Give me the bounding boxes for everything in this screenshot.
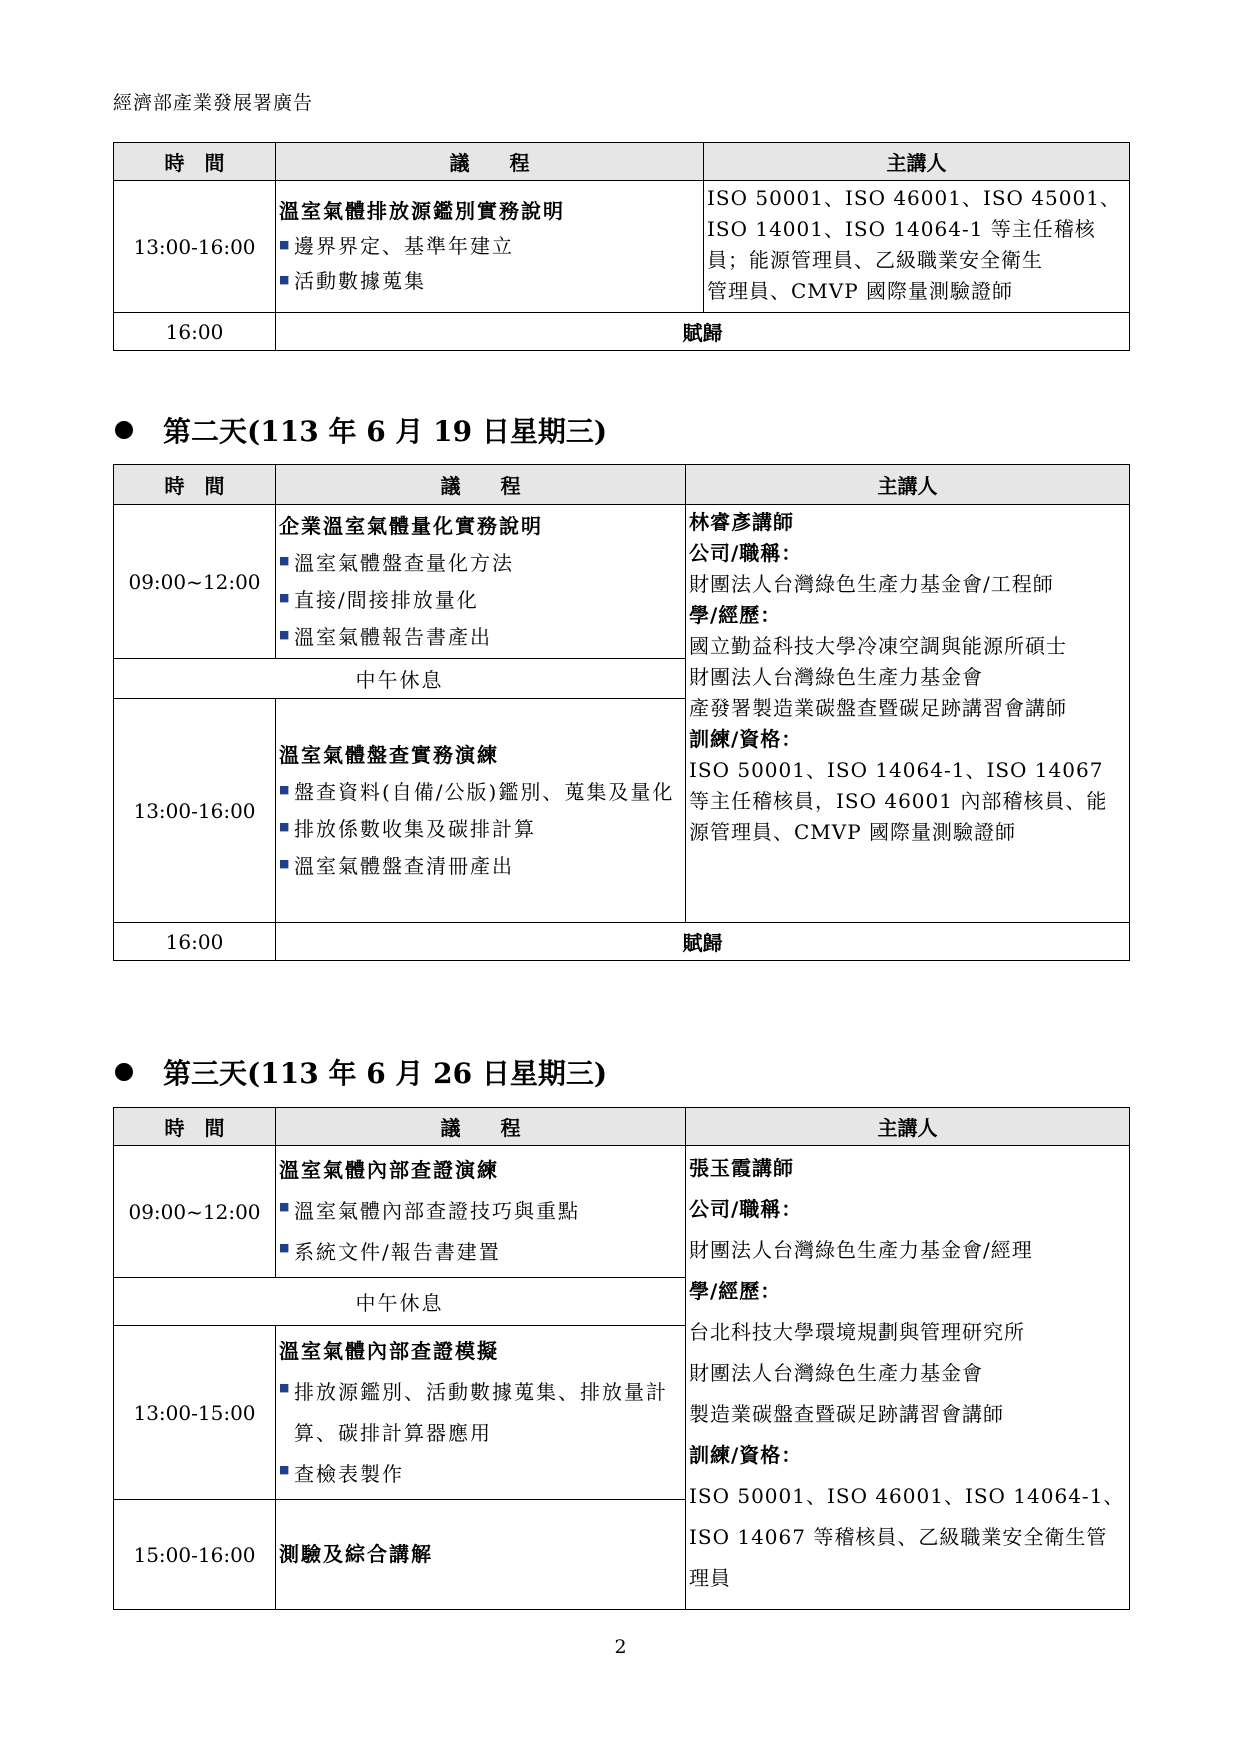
day3-heading: 第三天(113 年 6 月 26 日星期三) xyxy=(115,1052,607,1092)
session-time: 13:00-16:00 xyxy=(114,181,276,313)
agenda-item: ■ 盤查資料(自備/公版)鑑別、蒐集及量化 xyxy=(279,774,685,811)
column-header-agenda: 議 程 xyxy=(276,465,686,505)
speaker-name: 張玉霞講師 xyxy=(689,1156,794,1180)
column-header-agenda: 議 程 xyxy=(276,143,704,181)
table-header-row xyxy=(114,143,1130,181)
schedule-table-day1-continued xyxy=(113,142,1130,351)
column-header-agenda: 議 程 xyxy=(276,1108,686,1146)
agenda-item: ■ 直接/間接排放量化 xyxy=(279,582,685,619)
bullet-icon: ■ xyxy=(279,1462,292,1476)
bullet-icon: ■ xyxy=(279,273,292,286)
agenda-item: ■ 溫室氣體盤查量化方法 xyxy=(279,545,685,582)
bullet-icon: ■ xyxy=(279,1241,292,1254)
column-header-speaker: 主講人 xyxy=(686,1108,1130,1146)
table-header-row xyxy=(114,1108,1130,1146)
table-row xyxy=(114,1146,1130,1278)
session-agenda xyxy=(276,1146,686,1278)
session-title: 企業溫室氣體量化實務說明 xyxy=(279,513,543,538)
session-agenda xyxy=(276,1500,686,1610)
session-time: 09:00~12:00 xyxy=(114,1146,276,1278)
table-row-end xyxy=(114,923,1130,961)
session-agenda xyxy=(276,1326,686,1500)
agenda-item: ■ 查檢表製作 xyxy=(279,1454,685,1495)
column-header-time: 時 間 xyxy=(114,1108,276,1146)
bullet-icon: ■ xyxy=(279,1380,292,1394)
speaker-qualifications: ISO 50001、ISO 46001、ISO 45001、 ISO 14001、ISO 14064-1 等主任稽核 員；能源管理員、乙級職業安全衛生 管理員、CMVP 國際量測驗證師 xyxy=(704,181,1130,313)
table-row-end xyxy=(114,313,1130,351)
session-agenda xyxy=(276,181,704,313)
end-time: 16:00 xyxy=(114,313,276,351)
column-header-speaker: 主講人 xyxy=(686,465,1130,505)
speaker-profile: 張玉霞講師 公司/職稱： 財團法人台灣綠色生產力基金會/經理 學/經歷： 台北科技大學環境規劃與管理研究所 財團法人台灣綠色生產力基金會 製造業碳盤查暨碳足跡講習會講師 訓練/資格： ISO 50001、ISO 46001、ISO 14064-1、ISO 14067 等稽核員、乙級職業安全衛生管理員 xyxy=(686,1146,1130,1610)
agenda-item: ■ 排放係數收集及碳排計算 xyxy=(279,811,685,848)
day2-heading: 第二天(113 年 6 月 19 日星期三) xyxy=(115,410,607,450)
session-agenda xyxy=(276,699,686,923)
bullet-dot-icon xyxy=(115,421,133,439)
bullet-icon: ■ xyxy=(279,553,292,567)
bullet-icon: ■ xyxy=(279,1200,292,1213)
session-time: 13:00-15:00 xyxy=(114,1326,276,1500)
agenda-item: ■ 溫室氣體內部查證技巧與重點 xyxy=(279,1191,685,1232)
session-agenda xyxy=(276,505,686,659)
bullet-icon: ■ xyxy=(279,627,292,641)
session-title: 測驗及綜合講解 xyxy=(279,1542,433,1566)
schedule-table-day3 xyxy=(113,1107,1130,1610)
page-header: 經濟部產業發展署廣告 xyxy=(113,92,314,114)
column-header-time: 時 間 xyxy=(114,465,276,505)
end-label: 賦歸 xyxy=(276,923,1130,961)
speaker-profile: 林睿彥講師 公司/職稱： 財團法人台灣綠色生產力基金會/工程師 學/經歷： 國立勤益科技大學冷凍空調與能源所碩士 財團法人台灣綠色生產力基金會 產發署製造業碳盤查暨碳足跡講習會講師 訓練/資格： ISO 50001、ISO 14064-1、ISO 14067 等主任稽核員，ISO 46001 內部稽核員、能源管理員、CMVP 國際量測驗證師 xyxy=(686,505,1130,923)
bullet-icon: ■ xyxy=(279,238,292,251)
bullet-icon: ■ xyxy=(279,856,292,870)
session-title: 溫室氣體盤查實務演練 xyxy=(279,742,499,767)
lunch-break: 中午休息 xyxy=(114,659,686,699)
session-time: 13:00-16:00 xyxy=(114,699,276,923)
agenda-item: ■ 系統文件/報告書建置 xyxy=(279,1232,685,1273)
end-time: 16:00 xyxy=(114,923,276,961)
bullet-icon: ■ xyxy=(279,819,292,833)
bullet-icon: ■ xyxy=(279,782,292,796)
end-label: 賦歸 xyxy=(276,313,1130,351)
column-header-speaker: 主講人 xyxy=(704,143,1130,181)
lunch-break: 中午休息 xyxy=(114,1278,686,1326)
agenda-item: ■ 排放源鑑別、活動數據蒐集、排放量計算、碳排計算器應用 xyxy=(279,1372,685,1454)
session-title: 溫室氣體排放源鑑別實務說明 xyxy=(279,199,565,223)
session-title: 溫室氣體內部查證演練 xyxy=(279,1158,499,1182)
bullet-dot-icon xyxy=(115,1063,133,1081)
agenda-item: ■ 溫室氣體報告書產出 xyxy=(279,619,685,656)
session-title: 溫室氣體內部查證模擬 xyxy=(279,1338,499,1363)
page-number: 2 xyxy=(614,1636,627,1658)
session-time: 15:00-16:00 xyxy=(114,1500,276,1610)
table-row xyxy=(114,181,1130,313)
bullet-icon: ■ xyxy=(279,590,292,604)
column-header-time: 時 間 xyxy=(114,143,276,181)
speaker-name: 林睿彥講師 xyxy=(689,510,794,534)
agenda-item: ■ 邊界界定、基準年建立 xyxy=(279,229,703,264)
agenda-item: ■ 溫室氣體盤查清冊產出 xyxy=(279,848,685,885)
session-time: 09:00~12:00 xyxy=(114,505,276,659)
table-row xyxy=(114,505,1130,659)
table-header-row xyxy=(114,465,1130,505)
schedule-table-day2 xyxy=(113,464,1130,961)
agenda-item: ■ 活動數據蒐集 xyxy=(279,264,703,299)
